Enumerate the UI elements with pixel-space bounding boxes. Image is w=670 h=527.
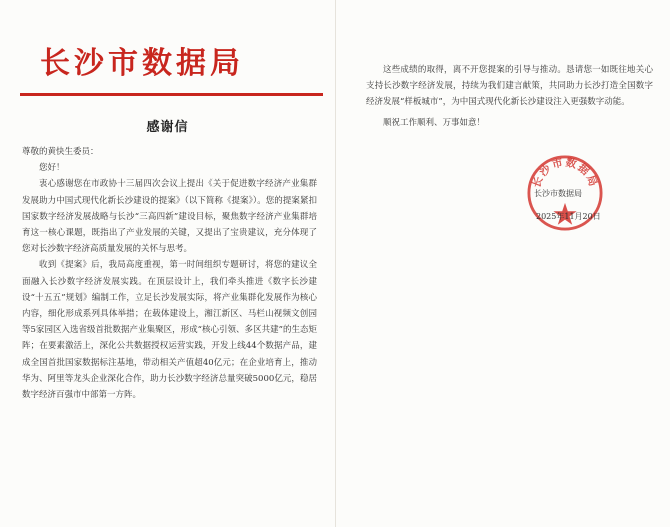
letter-title: 感谢信	[146, 120, 189, 135]
seal-text-path: 长沙市数据局	[529, 155, 601, 190]
letter-date: 2025年11月20日	[536, 212, 601, 221]
letter-page-right	[335, 0, 670, 527]
letter-body	[22, 144, 317, 403]
letter-paragraph: 衷心感谢您在市政协十三届四次会议上提出《关于促进数字经济产业集群发展助力中国式现代化新长沙建设的提案》（以下简称《提案》）。您的提案紧扣国家数字经济发展战略与长沙“三高四新”建设目标，聚焦数字经济产业集群培育这一核心课题，既指出了产业发展的关键，又提出了宝贵建议，充分体现了您对长沙数字经济高质量发展的关怀与思考。	[22, 179, 317, 255]
letter-closing: 顺祝工作顺利、万事如意！	[383, 117, 486, 128]
letter-paragraph: 收到《提案》后，我局高度重视，第一时间组织专题研讨，将您的建议全面融入长沙数字经济发展实践。在顶层设计上，我们牵头推进《数字长沙建设“十五五”规划》编制工作，立足长沙发展实际，将产业集群化发展作为核心内容，细化形成系列具体举措；在载体建设上，湘江新区、马栏山视频文创园等5家园区入选省级首批数据产业集聚区，形成“核心引领、多区共建”的生态矩阵；在要素激活上，深化公共数据授权运营实践，开发上线44个数据产品，建成全国首批国家数据标注基地，带动相关产值超40亿元；在企业培育上，推动华为、阿里等龙头企业深化合作，助力长沙数字经济总量突破5000亿元，稳居数字经济百强市中部第一方阵。	[22, 260, 317, 401]
letterhead-rule	[20, 93, 323, 96]
letter-greeting: 您好！	[39, 163, 65, 174]
letter-paragraph: 这些成绩的取得，离不开您提案的引导与推动。恳请您一如既往地关心支持长沙数字经济发展，持续为我们建言献策，共同助力长沙打造全国数字经济发展“样板城市”，为中国式现代化新长沙建设注入更强数字动能。	[366, 65, 653, 108]
seal-text	[530, 156, 601, 190]
letter-salutation: 尊敬的黄快生委员：	[22, 147, 99, 157]
letter-signature: 长沙市数据局	[534, 189, 582, 198]
letter-body-continued	[366, 62, 653, 131]
letterhead-title: 长沙市数据局	[40, 46, 244, 81]
